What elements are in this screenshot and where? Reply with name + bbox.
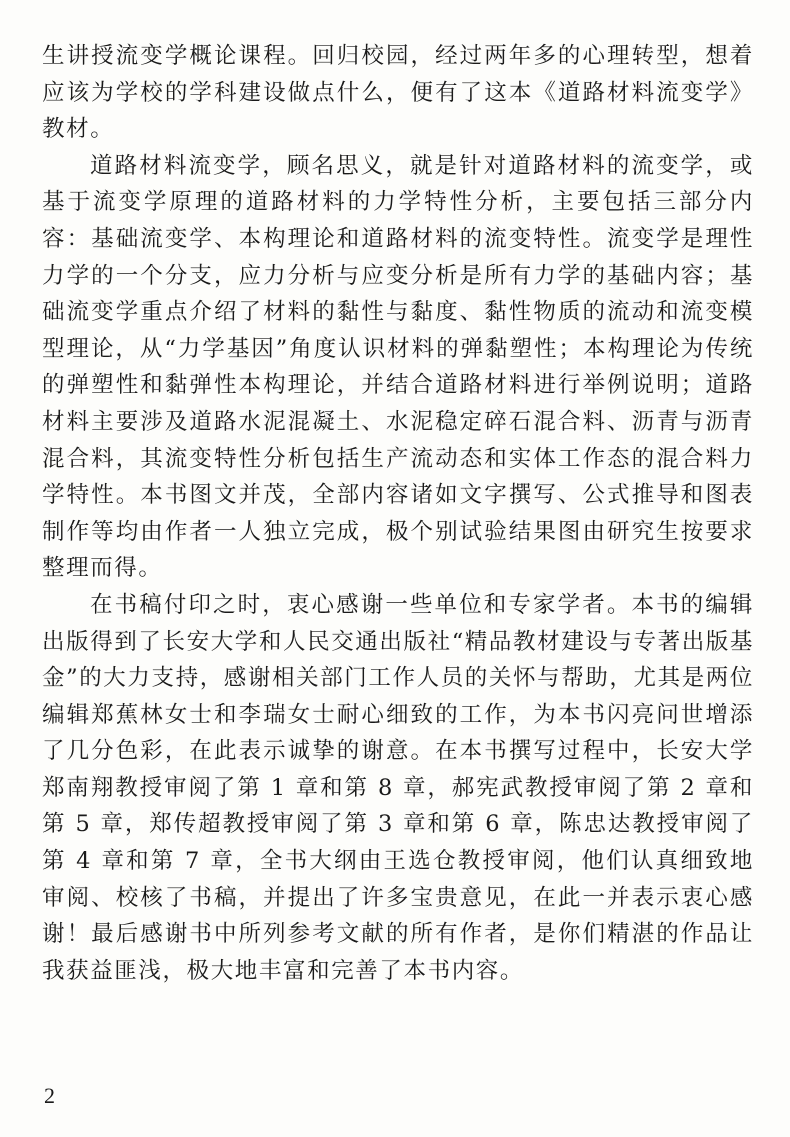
- page-number: 2: [44, 1083, 55, 1108]
- paragraph-definition: 道路材料流变学，顾名思义，就是针对道路材料的流变学，或基于流变学原理的道路材料的力学特性分析，主要包括三部分内容：基础流变学、本构理论和道路材料的流变特性。流变学是理性力学的一个分支，应力分析与应变分析是所有力学的基础内容；基础流变学重点介绍了材料的黏性与黏度、黏性物质的流动和流变模型理论，从“力学基因”角度认识材料的弹黏塑性；本构理论为传统的弹塑性和黏弹性本构理论，并结合道路材料进行举例说明；道路材料主要涉及道路水泥混凝土、水泥稳定碎石混合料、沥青与沥青混合料，其流变特性分析包括生产流动态和实体工作态的混合料力学特性。本书图文并茂，全部内容诸如文字撰写、公式推导和图表制作等均由作者一人独立完成，极个别试验结果图由研究生按要求整理而得。: [42, 152, 754, 582]
- paragraph-continuation: 生讲授流变学概论课程。回归校园，经过两年多的心理转型，想着应该为学校的学科建设做点什么，便有了这本《道路材料流变学》教材。: [42, 43, 754, 143]
- body-text: [42, 38, 754, 989]
- paragraph-acknowledgements: 在书稿付印之时，衷心感谢一些单位和专家学者。本书的编辑出版得到了长安大学和人民交通出版社“精品教材建设与专著出版基金”的大力支持，感谢相关部门工作人员的关怀与帮助，尤其是两位编辑郑蕉林女士和李瑞女士耐心细致的工作，为本书闪亮问世增添了几分色彩，在此表示诚挚的谢意。在本书撰写过程中，长安大学郑南翔教授审阅了第 1 章和第 8 章，郝宪武教授审阅了第 2 章和第 5 章，郑传超教授审阅了第 3 章和第 6 章，陈忠达教授审阅了第 4 章和第 7 章，全书大纲由王选仓教授审阅，他们认真细致地审阅、校核了书稿，并提出了许多宝贵意见，在此一并表示衷心感谢！最后感谢书中所列参考文献的所有作者，是你们精湛的作品让我获益匪浅，极大地丰富和完善了本书内容。: [42, 591, 755, 984]
